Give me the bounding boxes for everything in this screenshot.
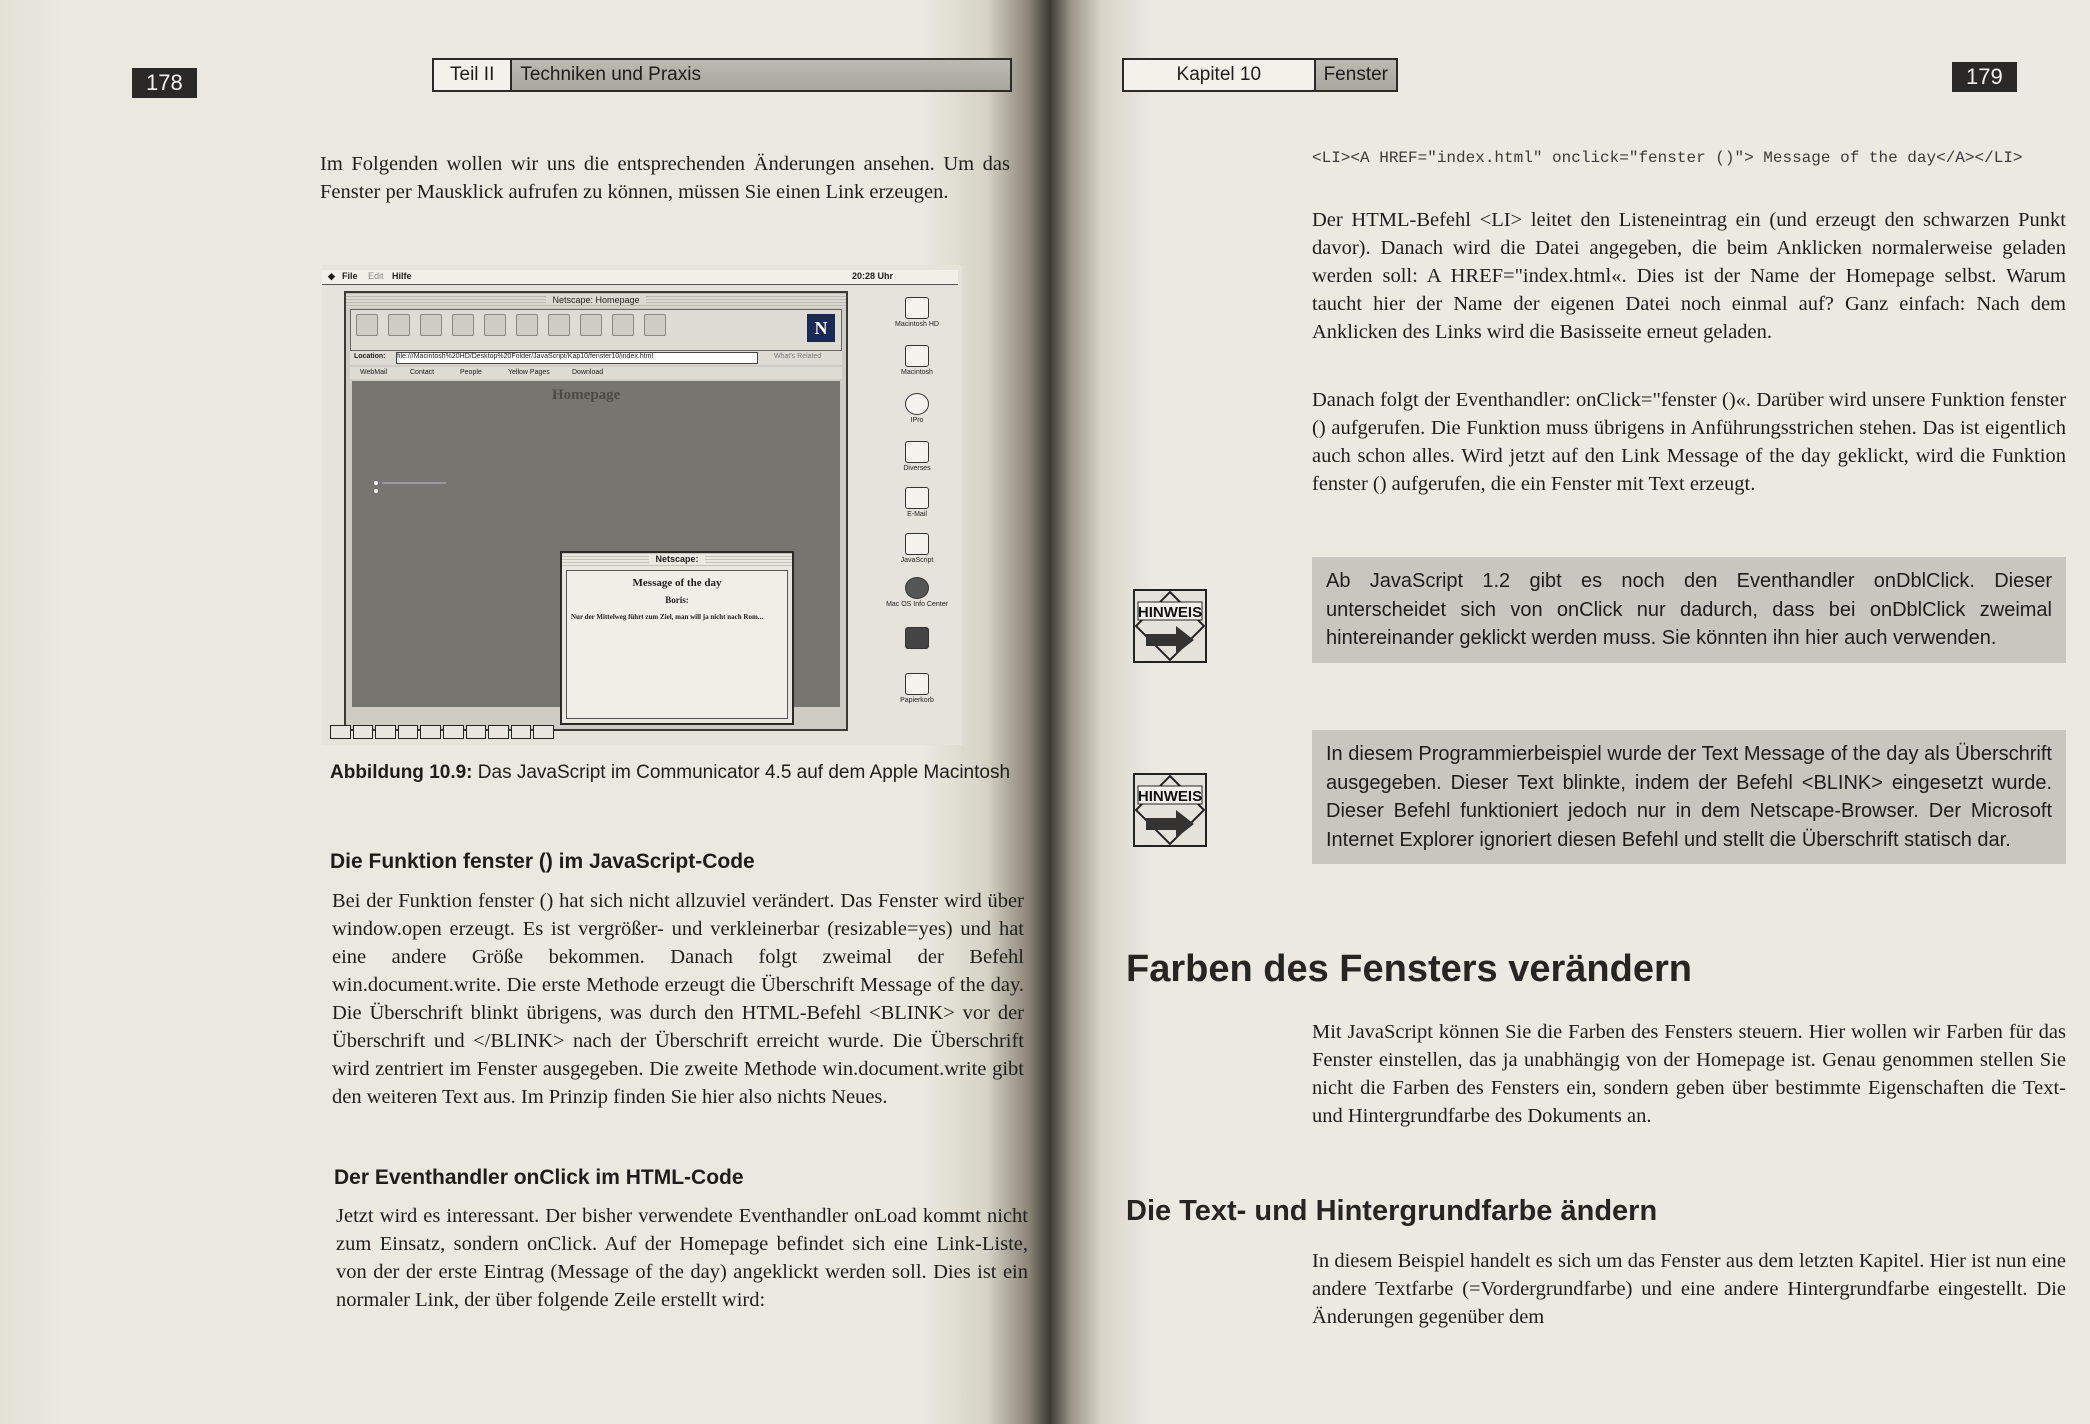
popup-titlebar: Netscape:	[562, 553, 792, 566]
menu-edit: Edit	[368, 271, 384, 281]
popup-heading: Message of the day	[632, 577, 722, 589]
desktop-icon-trash: Papierkorb	[882, 673, 952, 704]
paragraph-eventhandler: Danach folgt der Eventhandler: onClick="fenster ()«. Darüber wird unsere Funktion fenster () aufgerufen. Die Funktion muss übrigens in Anführungsstrichen stehen. Das ist eigentlich auch schon alles. Wird jetzt auf den Link Message of the day geklickt, wird die Funktion fenster () aufgerufen, die ein Fenster mit Text erzeugt.	[1312, 389, 2066, 495]
code-example: <LI><A HREF="index.html" onclick="fenster ()"> Message of the day</A></LI>	[1312, 149, 2023, 167]
paragraph-li: Der HTML-Befehl <LI> leitet den Listeneintrag ein (und erzeugt den schwarzen Punkt davor). Danach wird die Datei angegeben, die beim Anklicken normalerweise geladen werden soll: A HREF="index.html«. Dies ist der Name der Homepage selbst. Warum taucht hier der Name der eigenen Datei noch einmal auf? Ganz einfach: Nach dem Anklicken des Links wird die Basisseite erneut geladen.	[1312, 209, 2066, 343]
security-icon	[612, 314, 634, 336]
popup-name: Boris:	[665, 595, 689, 605]
section-text-fenster: Bei der Funktion fenster () hat sich nicht allzuviel verändert. Das Fenster wird über window.open erzeugt. Es ist vergrößer- und verkleinerbar (resizable=yes) und hat eine andere Größe bekommen. Danach folgt zweimal der Befehl win.document.write. Die erste Methode erzeugt die Überschrift Message of the day. Die Überschrift blinkt übrigens, was durch den HTML-Befehl <BLINK> vor der Überschrift und </BLINK> nach der Überschrift erreicht wurde. Die Überschrift wird zentriert im Fenster ausgegeben. Die zweite Methode win.document.write gibt den weiteren Text aus. Im Prinzip finden Sie hier also nichts Neues.	[332, 890, 1024, 1108]
running-head-title: Fenster	[1316, 60, 1396, 90]
popup-window	[560, 551, 794, 725]
paragraph-textfarbe: In diesem Beispiel handelt es sich um das Fenster aus dem letzten Kapitel. Hier ist nun eine andere Textfarbe (=Vordergrundfarbe) und eine andere Hintergrundfarbe eingestellt. Die Änderungen gegenüber dem	[1312, 1250, 2066, 1328]
section-text-onclick: Jetzt wird es interessant. Der bisher verwendete Eventhandler onLoad kommt nicht zum Einsatz, sondern onClick. Auf der Homepage befindet sich eine Link-Liste, von der der erste Eintrag (Message of the day) angeklickt werden soll. Dies ist ein normaler Link, der über folgende Zeile erstellt wird:	[336, 1205, 1028, 1311]
figure-screenshot	[322, 265, 962, 745]
forward-icon	[388, 314, 410, 336]
back-icon	[356, 314, 378, 336]
desktop-icon-email: E-Mail	[882, 487, 952, 518]
desktop-icon-macintosh: Macintosh	[882, 345, 952, 376]
reload-icon	[420, 314, 442, 336]
intro-paragraph: Im Folgenden wollen wir uns die entsprechenden Änderungen ansehen. Um das Fenster per Mausklick aufrufen zu können, müssen Sie einen Link erzeugen.	[320, 153, 1010, 203]
application-switcher	[330, 725, 554, 739]
running-head-part: Teil II	[434, 60, 512, 90]
hinweis-label: HINWEIS	[1137, 604, 1203, 621]
mac-menu-bar	[322, 270, 958, 285]
hinweis-label: HINWEIS	[1137, 788, 1203, 805]
running-head	[1122, 58, 1398, 92]
desktop-icon-info-center: Mac OS Info Center	[882, 577, 952, 608]
popup-message: Nur der Mittelweg führt zum Ziel, man will ja nicht nach Rom...	[571, 613, 764, 621]
window-titlebar: Netscape: Homepage	[346, 293, 846, 307]
desktop-icon-ipro: IPro	[882, 393, 952, 424]
apple-icon: ◆	[328, 271, 335, 281]
page-number: 179	[1952, 62, 2017, 92]
hinweis-icon	[1132, 588, 1208, 664]
search-icon	[484, 314, 506, 336]
running-head	[432, 58, 1012, 92]
note-blink: In diesem Programmierbeispiel wurde der Text Message of the day als Überschrift ausgegeben. Dieser Text blinkte, indem der Befehl <BLINK> eingesetzt wurde. Dieser Befehl funktioniert jedoch nur in dem Netscape-Browser. Der Microsoft Internet Explorer ignoriert diesen Befehl und stellt die Überschrift statisch dar.	[1312, 730, 2066, 864]
images-icon	[548, 314, 570, 336]
page-content-area	[352, 381, 840, 707]
desktop-icon-diverses: Diverses	[882, 441, 952, 472]
figure-caption: Abbildung 10.9: Das JavaScript im Communicator 4.5 auf dem Apple Macintosh	[330, 762, 1011, 783]
desktop-icon-javascript: JavaScript	[882, 533, 952, 564]
running-head-chapter: Kapitel 10	[1124, 60, 1316, 90]
right-page	[1050, 0, 2090, 1424]
desktop-icon-unnamed	[882, 627, 952, 651]
netscape-icon	[516, 314, 538, 336]
page-number: 178	[132, 68, 197, 98]
personal-toolbar: WebMail Contact People Yellow Pages Download	[350, 367, 842, 379]
stop-icon	[644, 314, 666, 336]
desktop-icon-macintosh-hd: Macintosh HD	[882, 297, 952, 328]
section-heading-onclick: Der Eventhandler onClick im HTML-Code	[334, 1166, 744, 1189]
homepage-heading: Homepage	[552, 387, 621, 403]
section-heading-fenster: Die Funktion fenster () im JavaScript-Code	[330, 850, 755, 873]
location-bar: Location: file:///Macintosh%20HD/Desktop%20Folder/JavaScript/Kap10/fenster10/index.html What's Related	[350, 351, 842, 365]
paragraph-farben: Mit JavaScript können Sie die Farben des Fensters steuern. Hier wollen wir Farben für das Fenster einstellen, das ja unabhängig von der Homepage ist. Genau genommen stellen Sie nicht die Farben des Fensters ein, sondern geben über bestimmte Eigenschaften die Text- und Hintergrundfarbe des Dokuments an.	[1312, 1021, 2066, 1127]
popup-content	[566, 570, 788, 719]
netscape-window	[344, 291, 848, 731]
hinweis-icon	[1132, 772, 1208, 848]
netscape-logo: N	[807, 314, 835, 342]
link-message	[382, 482, 446, 484]
print-icon	[580, 314, 602, 336]
menu-file: File	[342, 271, 358, 281]
list-bullets	[374, 481, 378, 485]
nav-toolbar	[350, 309, 842, 351]
menu-help: Hilfe	[392, 271, 412, 281]
running-head-title: Techniken und Praxis	[512, 60, 1010, 90]
note-ondblclick: Ab JavaScript 1.2 gibt es noch den Eventhandler onDblClick. Dieser unterscheidet sich von onClick nur dadurch, dass bei onDblClick zweimal hintereinander geklickt werden muss. Sie könnten ihn hier auch verwenden.	[1312, 557, 2066, 663]
heading-textfarbe: Die Text- und Hintergrundfarbe ändern	[1126, 1195, 1658, 1227]
menu-clock: 20:28 Uhr	[852, 271, 894, 281]
heading-farben: Farben des Fensters verändern	[1126, 948, 1692, 990]
home-icon	[452, 314, 474, 336]
